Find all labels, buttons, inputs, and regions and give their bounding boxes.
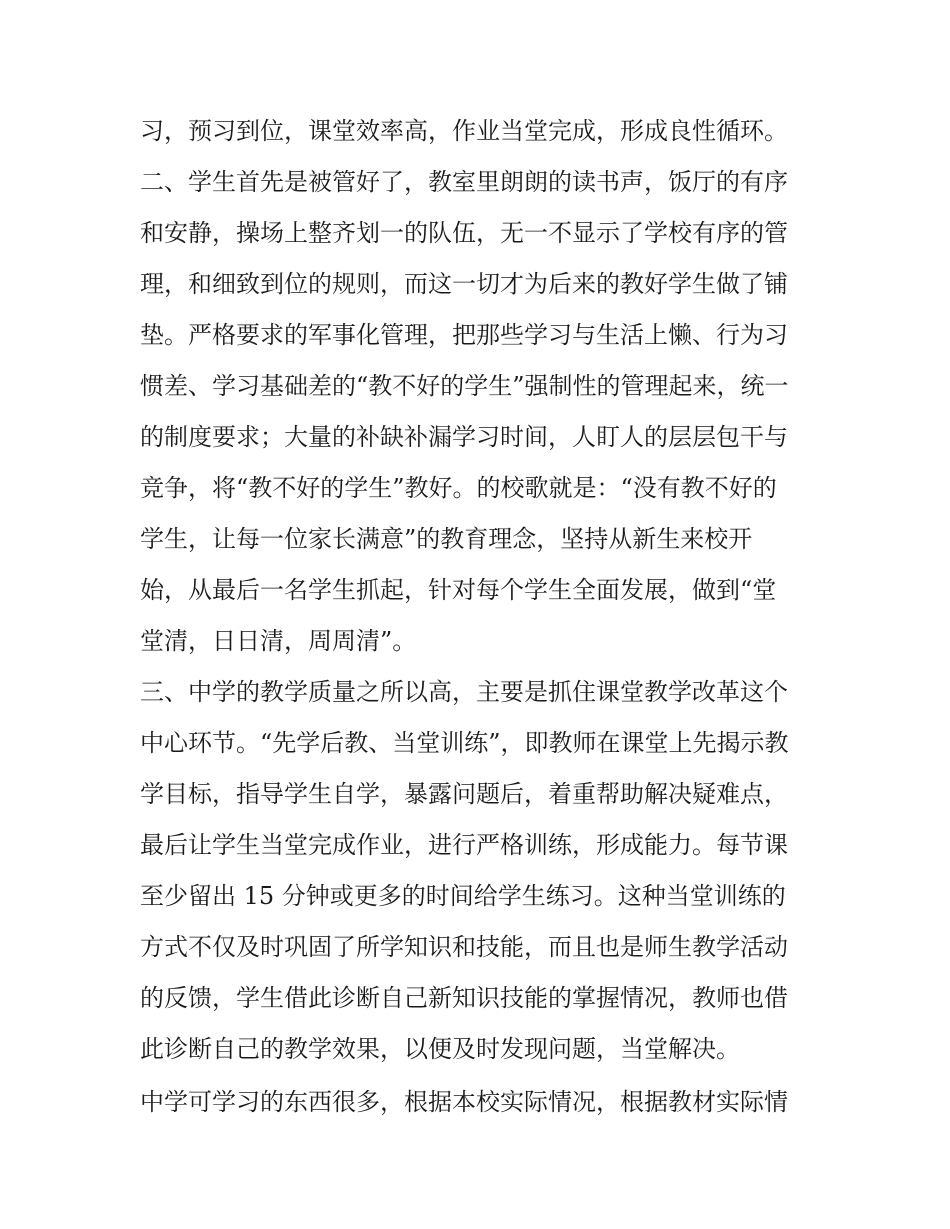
text-line: 和安静，操场上整齐划一的队伍，无一不显示了学校有序的管 — [140, 219, 788, 247]
document-body — [140, 106, 820, 1128]
text-line: 竞争，将“教不好的学生”教好。的校歌就是：“没有教不好的 — [140, 474, 777, 502]
text-line: 二、学生首先是被管好了，教室里朗朗的读书声，饭厅的有序 — [140, 168, 788, 196]
text-line: 最后让学生当堂完成作业，进行严格训练，形成能力。每节课 — [140, 831, 788, 859]
text-line: 的制度要求；大量的补缺补漏学习时间，人盯人的层层包干与 — [140, 423, 788, 451]
text-line: 中心环节。“先学后教、当堂训练”，即教师在课堂上先揭示教 — [140, 729, 789, 757]
text-line: 此诊断自己的教学效果，以便及时发现问题，当堂解决。 — [140, 1035, 740, 1063]
text-line: 学目标，指导学生自学，暴露问题后，着重帮助解决疑难点， — [140, 780, 788, 808]
text-line: 始，从最后一名学生抓起，针对每个学生全面发展，做到“堂 — [140, 576, 777, 604]
text-line: 垫。严格要求的军事化管理，把那些学习与生活上懒、行为习 — [140, 321, 788, 349]
text-line: 中学可学习的东西很多，根据本校实际情况，根据教材实际情 — [140, 1088, 788, 1116]
text-line: 的反馈，学生借此诊断自己新知识技能的掌握情况，教师也借 — [140, 984, 788, 1012]
text-line: 至少留出 15 分钟或更多的时间给学生练习。这种当堂训练的 — [140, 882, 786, 910]
text-line: 惯差、学习基础差的“教不好的学生”强制性的管理起来，统一 — [140, 372, 789, 400]
text-line: 学生，让每一位家长满意”的教育理念，坚持从新生来校开 — [140, 525, 753, 553]
text-line: 理，和细致到位的规则，而这一切才为后来的教好学生做了铺 — [140, 270, 788, 298]
text-line: 习，预习到位，课堂效率高，作业当堂完成，形成良性循环。 — [140, 117, 788, 145]
text-line: 堂清，日日清，周周清”。 — [140, 627, 417, 655]
text-line: 三、中学的教学质量之所以高，主要是抓住课堂教学改革这个 — [140, 678, 788, 706]
text-line: 方式不仅及时巩固了所学知识和技能，而且也是师生教学活动 — [140, 933, 788, 961]
